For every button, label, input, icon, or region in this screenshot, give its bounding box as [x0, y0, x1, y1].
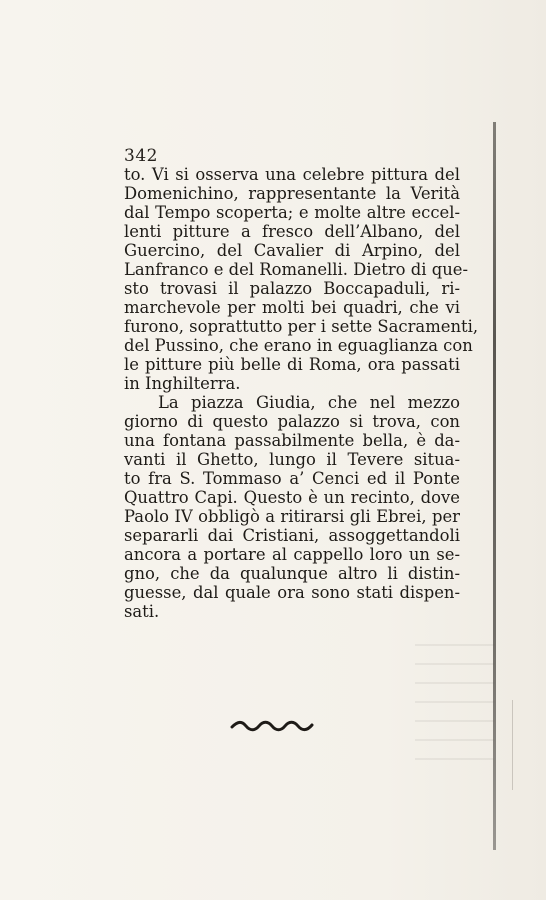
page-number: 342: [124, 146, 158, 166]
text-line: Quattro Capi. Questo è un recinto, dove: [124, 488, 460, 507]
text-line: gno, che da qualunque altro li distin-: [124, 564, 460, 583]
page-edge-shadow: [493, 122, 496, 850]
text-line: Lanfranco e del Romanelli. Dietro di que-: [124, 260, 468, 279]
page-edge-line: [512, 700, 513, 790]
text-line: dal Tempo scoperta; e molte altre eccel-: [124, 203, 460, 222]
text-line: Guercino, del Cavalier di Arpino, del: [124, 241, 460, 260]
ornament-divider: [230, 718, 314, 734]
text-line: to fra S. Tommaso a’ Cenci ed il Ponte: [124, 469, 460, 488]
text-line: del Pussino, che erano in eguaglianza con: [124, 336, 473, 355]
text-line: La piazza Giudia, che nel mezzo: [158, 393, 460, 412]
text-line: in Inghilterra.: [124, 374, 241, 393]
text-line: vanti il Ghetto, lungo il Tevere situa-: [124, 450, 460, 469]
text-line: separarli dai Cristiani, assoggettandoli: [124, 526, 460, 545]
text-line: to. Vi si osserva una celebre pittura del: [124, 165, 460, 184]
text-line: marchevole per molti bei quadri, che vi: [124, 298, 460, 317]
text-line: Paolo IV obbligò a ritirarsi gli Ebrei, per: [124, 507, 460, 526]
text-line: una fontana passabilmente bella, è da-: [124, 431, 460, 450]
text-line: Domenichino, rappresentante la Verità: [124, 184, 460, 203]
text-line: lenti pitture a fresco dell’Albano, del: [124, 222, 460, 241]
text-line: sto trovasi il palazzo Boccapaduli, ri-: [124, 279, 460, 298]
text-line: le pitture più belle di Roma, ora passati: [124, 355, 460, 374]
body-text: [124, 165, 479, 621]
text-line: furono, soprattutto per i sette Sacramenti,: [124, 317, 479, 336]
text-line: giorno di questo palazzo si trova, con: [124, 412, 460, 431]
text-line: sati.: [124, 602, 160, 621]
text-line: ancora a portare al cappello loro un se-: [124, 545, 460, 564]
show-through-text: [415, 630, 495, 760]
text-line: guesse, dal quale ora sono stati dispen-: [124, 583, 460, 602]
